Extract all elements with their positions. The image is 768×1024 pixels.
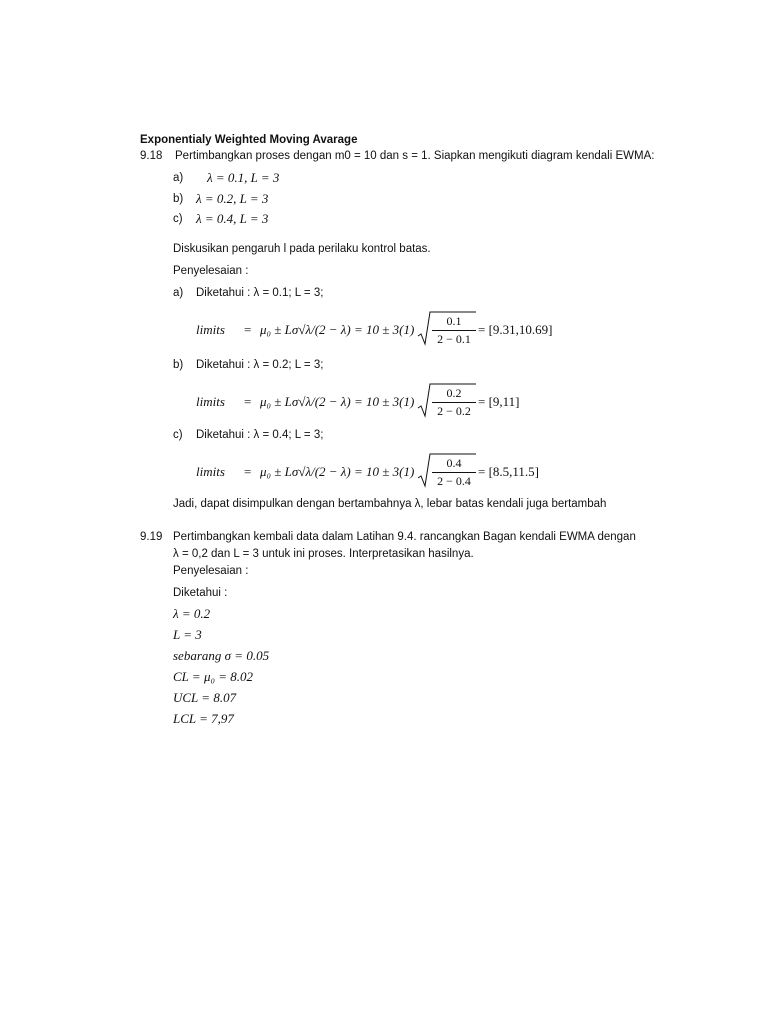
- formula-lhs: limits: [196, 464, 225, 479]
- section-heading: Exponentialy Weighted Moving Avarage: [140, 134, 358, 146]
- part-given-a: Diketahui : λ = 0.1; L = 3;: [196, 287, 324, 299]
- part-given-b: Diketahui : λ = 0.2; L = 3;: [196, 359, 324, 371]
- given-label-919: Diketahui :: [173, 587, 228, 599]
- fraction-bar: [432, 330, 476, 331]
- fraction-bar: [432, 402, 476, 403]
- given-value-ucl: UCL = 8.07: [173, 690, 237, 705]
- formula-body: μ₀ ± Lσ√λ/(2 − λ) = 10 ± 3(1): [260, 464, 415, 479]
- formula-body: μ₀ ± Lσ√λ/(2 − λ) = 10 ± 3(1): [260, 322, 415, 337]
- problem-number-918: 9.18: [140, 150, 163, 162]
- formula-result: = [9,11]: [478, 394, 520, 409]
- given-value-cl: CL = μ₀ = 8.02: [173, 669, 254, 684]
- solution-label-919: Penyelesaian :: [173, 565, 249, 577]
- fraction-bar: [432, 472, 476, 473]
- option-label-b: b): [173, 193, 184, 205]
- part-label-c: c): [173, 429, 183, 441]
- given-value-sigma: sebarang σ = 0.05: [173, 648, 270, 663]
- option-expr-c: λ = 0.4, L = 3: [196, 211, 269, 226]
- option-expr-b: λ = 0.2, L = 3: [196, 191, 269, 206]
- limit-formula-a: limits = μ₀ ± Lσ√λ/(2 − λ) = 10 ± 3(1) 0.1 2 − 0.1 = [9.31,10.69]: [196, 310, 576, 350]
- problem-prompt-919-line2: λ = 0,2 dan L = 3 untuk ini proses. Interpretasikan hasilnya.: [173, 548, 474, 560]
- fraction-denominator: 2 − 0.2: [437, 404, 471, 418]
- option-expr-a: λ = 0.1, L = 3: [207, 170, 280, 185]
- solution-label-918: Penyelesaian :: [173, 265, 249, 277]
- conclusion-text: Jadi, dapat disimpulkan dengan bertambahnya λ, lebar batas kendali juga bertambah: [173, 498, 607, 510]
- fraction-numerator: 0.2: [446, 386, 462, 400]
- problem-prompt-919-line1: Pertimbangkan kembali data dalam Latihan 9.4. rancangkan Bagan kendali EWMA dengan: [173, 531, 636, 543]
- fraction-numerator: 0.1: [446, 314, 462, 328]
- fraction-numerator: 0.4: [446, 456, 462, 470]
- given-value-lcl: LCL = 7,97: [173, 711, 234, 726]
- option-label-a: a): [173, 172, 184, 184]
- given-value-L: L = 3: [173, 627, 202, 642]
- fraction-denominator: 2 − 0.4: [437, 474, 471, 488]
- formula-lhs: limits: [196, 394, 225, 409]
- discussion-prompt: Diskusikan pengaruh l pada perilaku kontrol batas.: [173, 243, 431, 255]
- problem-number-919: 9.19: [140, 531, 163, 543]
- formula-body: μ₀ ± Lσ√λ/(2 − λ) = 10 ± 3(1): [260, 394, 415, 409]
- limit-formula-b: limits = μ₀ ± Lσ√λ/(2 − λ) = 10 ± 3(1) 0.2 2 − 0.2 = [9,11]: [196, 382, 576, 422]
- part-label-a: a): [173, 287, 184, 299]
- formula-result: = [9.31,10.69]: [478, 322, 553, 337]
- part-label-b: b): [173, 359, 184, 371]
- limit-formula-c: limits = μ₀ ± Lσ√λ/(2 − λ) = 10 ± 3(1) 0.4 2 − 0.4 = [8.5,11.5]: [196, 452, 576, 492]
- fraction-denominator: 2 − 0.1: [437, 332, 471, 346]
- formula-result: = [8.5,11.5]: [478, 464, 540, 479]
- option-label-c: c): [173, 213, 183, 225]
- given-value-lambda: λ = 0.2: [173, 606, 211, 621]
- formula-lhs: limits: [196, 322, 225, 337]
- problem-prompt-918: Pertimbangkan proses dengan m0 = 10 dan s = 1. Siapkan mengikuti diagram kendali EWMA:: [175, 150, 655, 162]
- part-given-c: Diketahui : λ = 0.4; L = 3;: [196, 429, 324, 441]
